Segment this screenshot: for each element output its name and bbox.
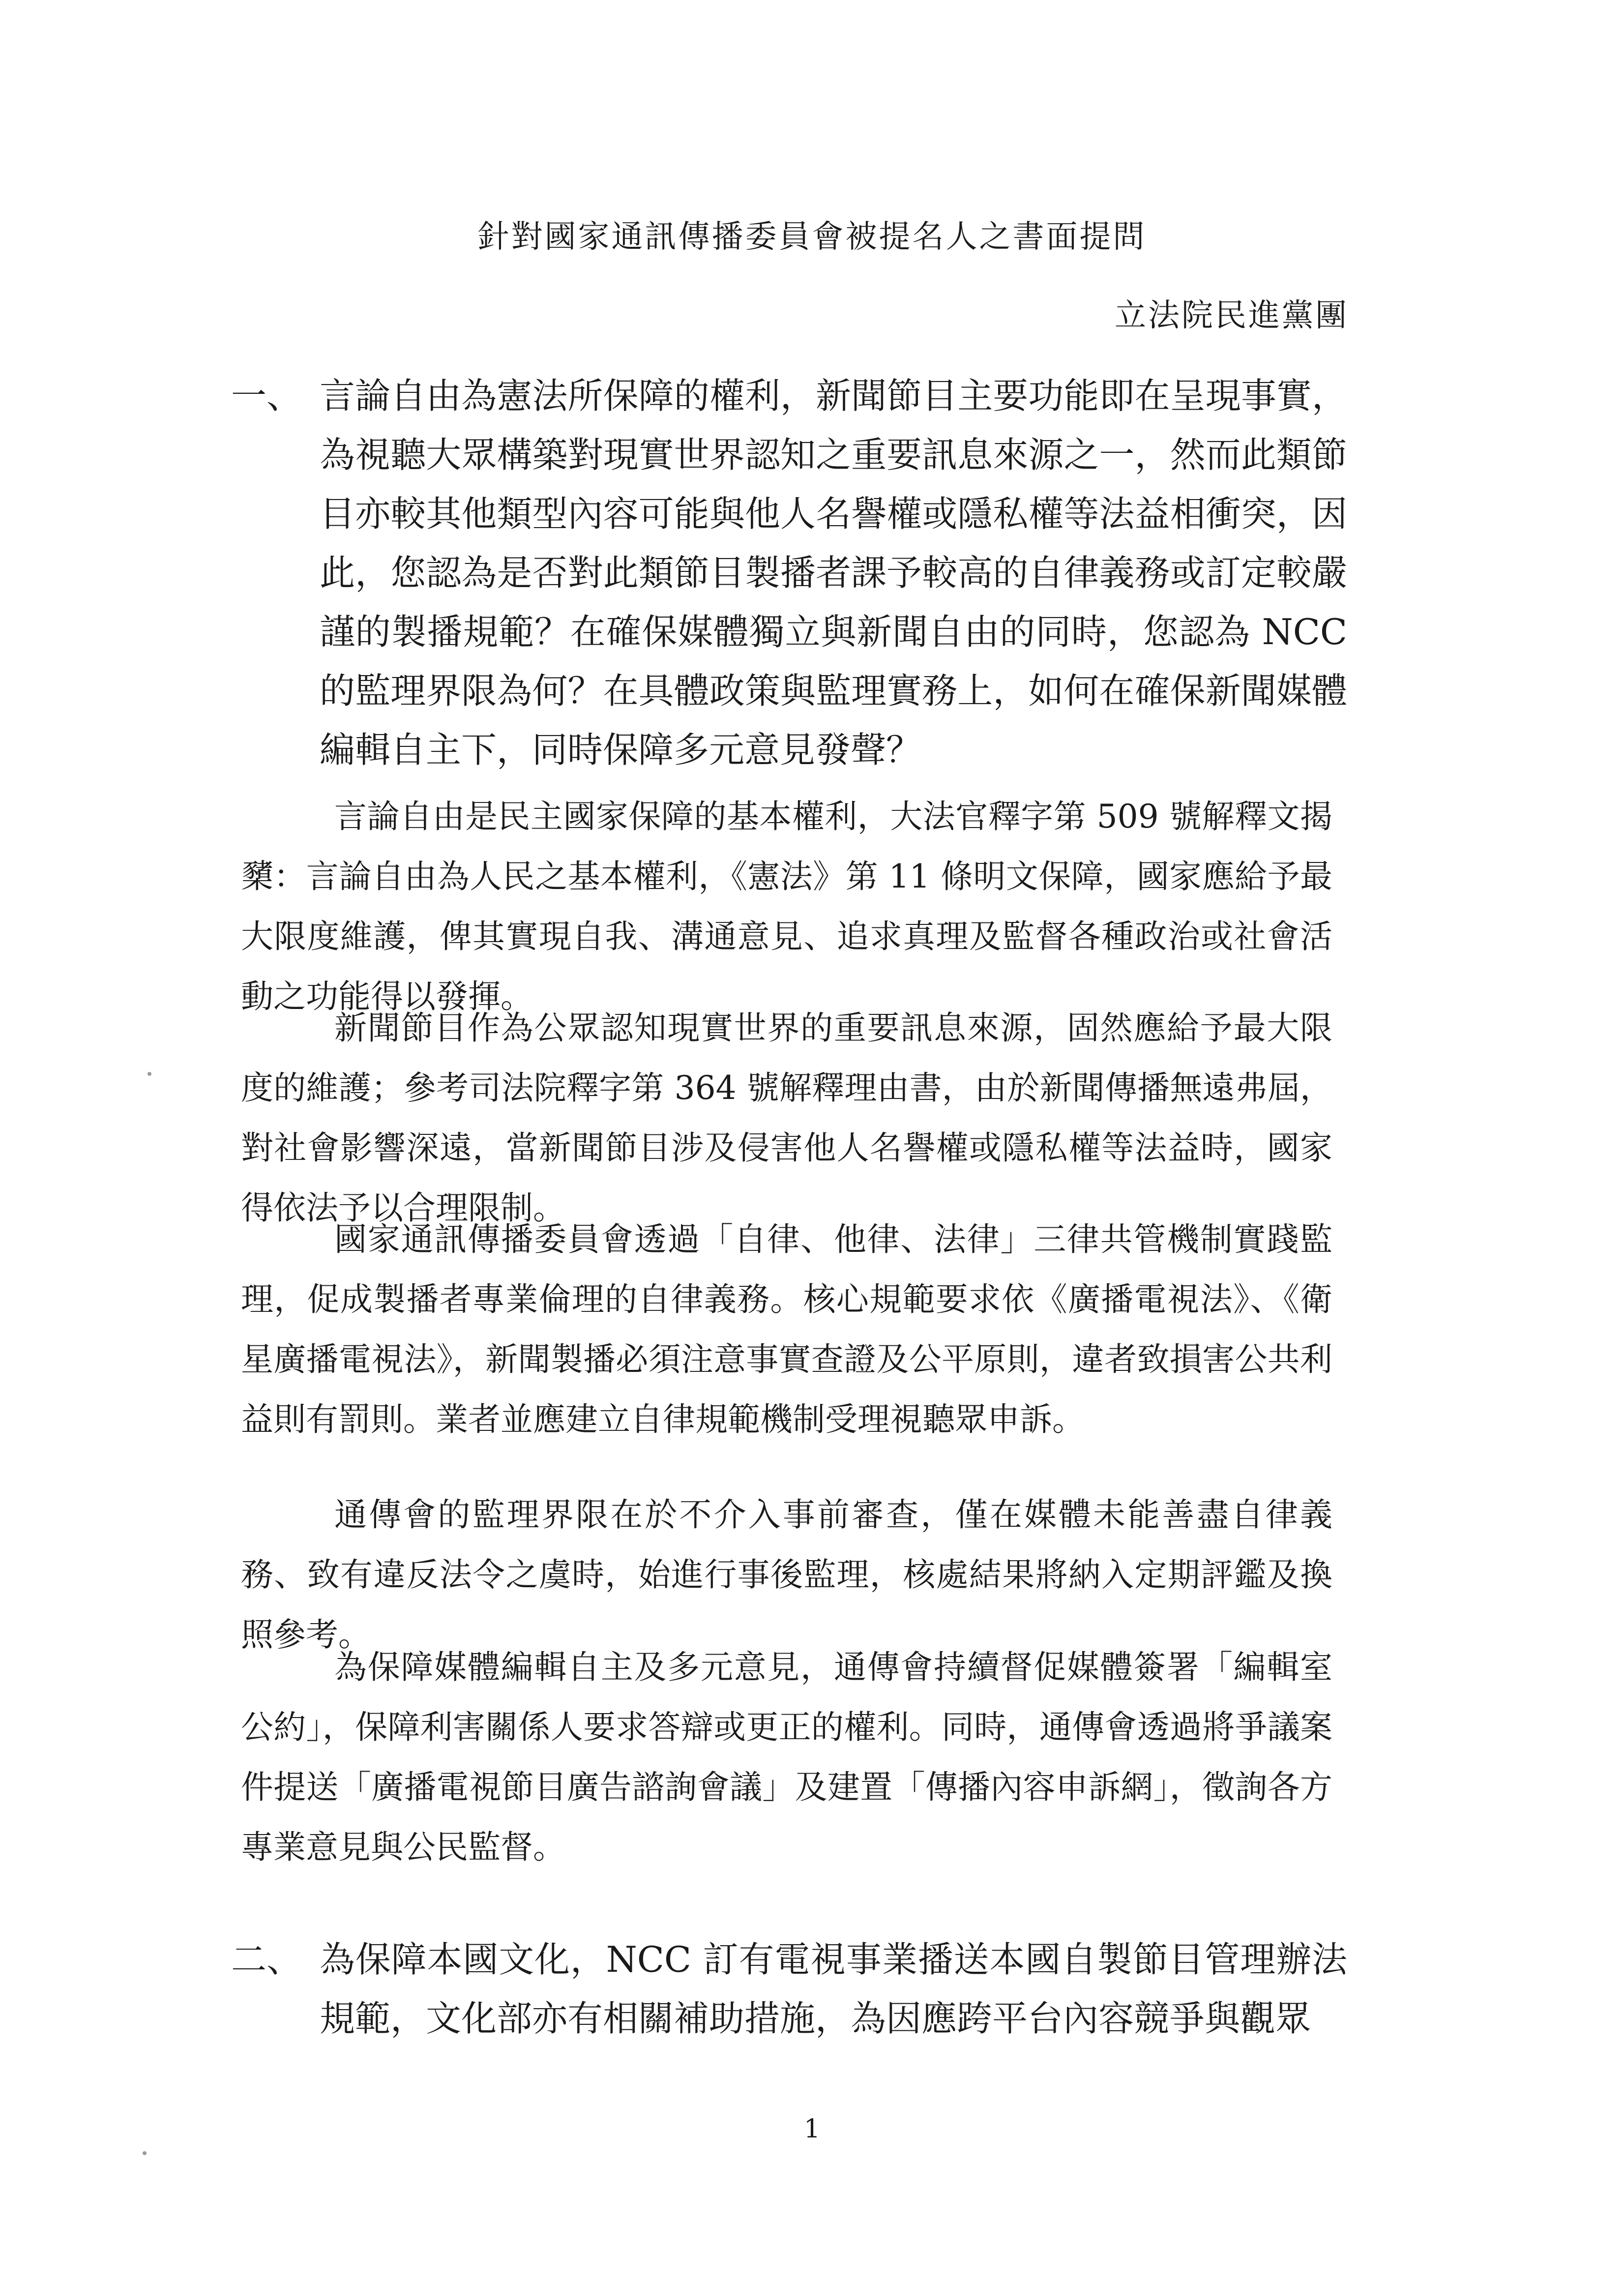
scan-speck <box>143 2151 147 2155</box>
answer-paragraph: 通傳會的監理界限在於不介入事前審查，僅在媒體未能善盡自律義務、致有違反法令之虞時，始進行事後監理，核處結果將納入定期評鑑及換照參考。 <box>241 1496 1332 1654</box>
document-title: 針對國家通訊傳播委員會被提名人之書面提問 <box>477 219 1147 255</box>
question-text: 為保障本國文化，NCC 訂有電視事業播送本國自製節目管理辦法規範，文化部亦有相關補助措施，為因應跨平台內容競爭與觀眾 <box>320 1939 1347 2039</box>
page-number: 1 <box>803 2114 821 2144</box>
question-number: 二、 <box>231 1939 302 1980</box>
answer-paragraph: 國家通訊傳播委員會透過「自律、他律、法律」三律共管機制實踐監理，促成製播者專業倫理的自律義務。核心規範要求依《廣播電視法》、《衛星廣播電視法》，新聞製播必須注意事實查證及公平原則，違者致損害公共利益則有罰則。業者並應建立自律規範機制受理視聽眾申訴。 <box>241 1220 1332 1438</box>
document-author: 立法院民進黨團 <box>1115 297 1349 334</box>
question-2 <box>231 1930 1347 2048</box>
answer-paragraph: 新聞節目作為公眾認知現實世界的重要訊息來源，固然應給予最大限度的維護；參考司法院釋字第 364 號解釋理由書，由於新聞傳播無遠弗屆，對社會影響深遠，當新聞節目涉及侵害他人名譽權或隱私權等法益時，國家得依法予以合理限制。 <box>241 1009 1332 1227</box>
answer-paragraph: 為保障媒體編輯自主及多元意見，通傳會持續督促媒體簽署「編輯室公約」，保障利害關係人要求答辯或更正的權利。同時，通傳會透過將爭議案件提送「廣播電視節目廣告諮詢會議」及建置「傳播內容申訴網」，徵詢各方專業意見與公民監督。 <box>241 1648 1332 1866</box>
scan-speck <box>148 1072 151 1076</box>
question-number: 一、 <box>231 375 302 416</box>
answer-paragraph: 言論自由是民主國家保障的基本權利，大法官釋字第 509 號解釋文揭櫫：言論自由為人民之基本權利，《憲法》第 11 條明文保障，國家應給予最大限度維護，俾其實現自我、溝通意見、追求真理及監督各種政治或社會活動之功能得以發揮。 <box>241 798 1332 1015</box>
question-1 <box>231 366 1347 779</box>
question-text: 言論自由為憲法所保障的權利，新聞節目主要功能即在呈現事實，為視聽大眾構築對現實世界認知之重要訊息來源之一，然而此類節目亦較其他類型內容可能與他人名譽權或隱私權等法益相衝突，因此，您認為是否對此類節目製播者課予較高的自律義務或訂定較嚴謹的製播規範？在確保媒體獨立與新聞自由的同時，您認為 NCC 的監理界限為何？在具體政策與監理實務上，如何在確保新聞媒體編輯自主下，同時保障多元意見發聲？ <box>320 375 1347 771</box>
